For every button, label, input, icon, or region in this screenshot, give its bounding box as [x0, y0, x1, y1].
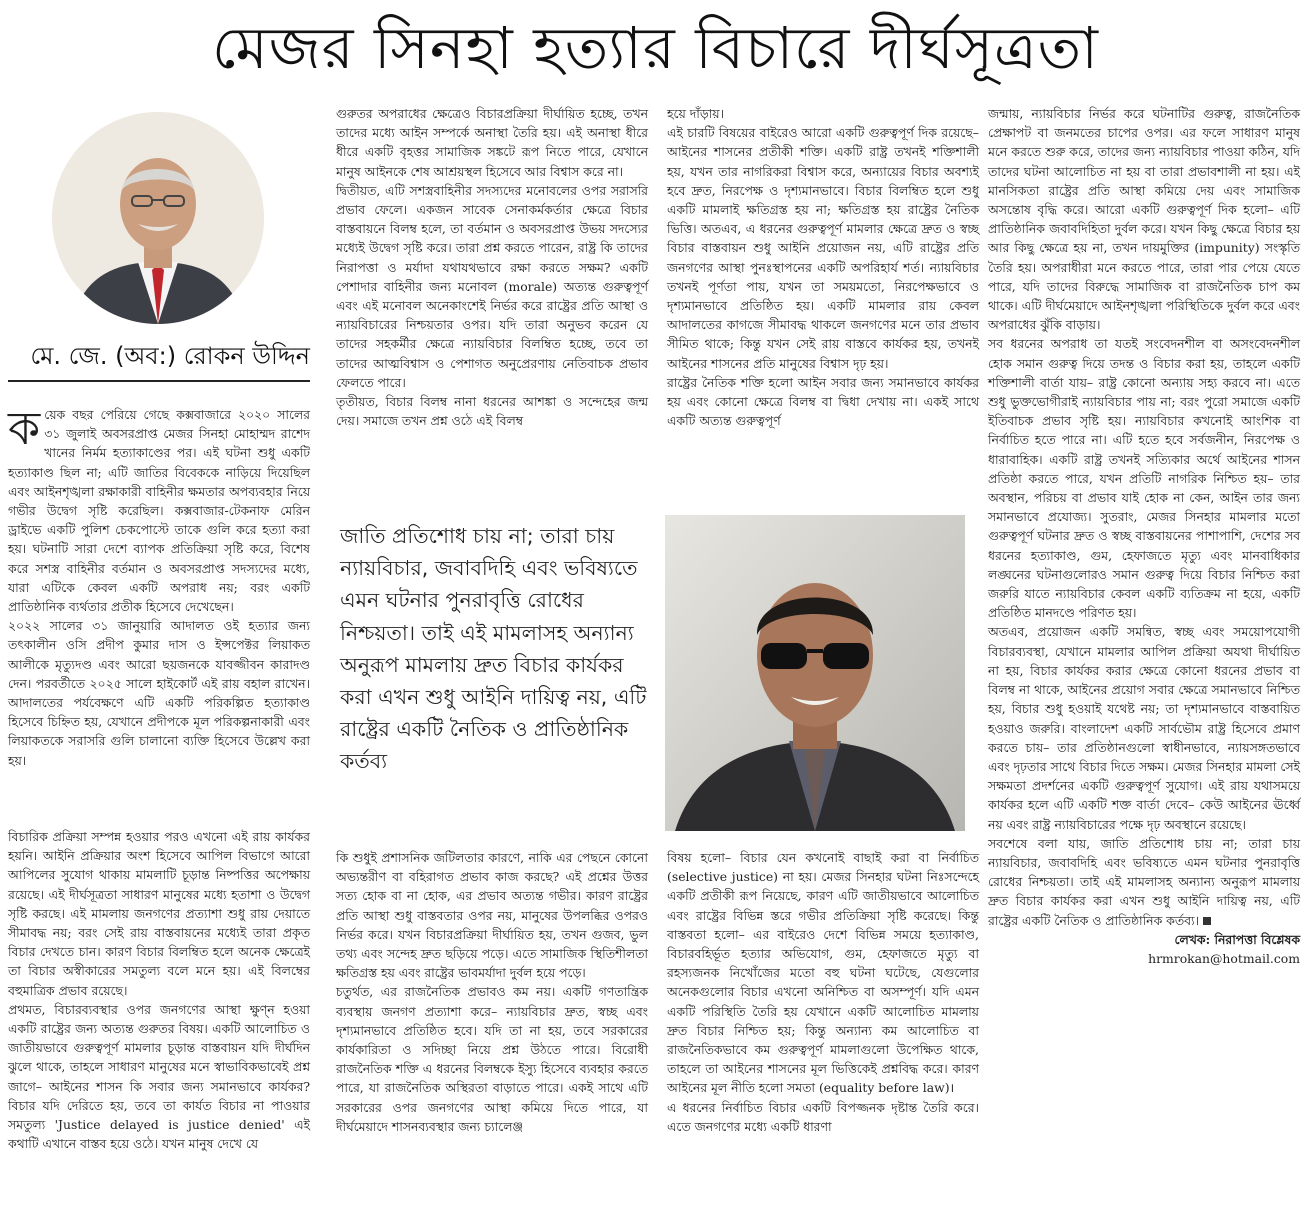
- paragraph: জন্মায়, ন্যায়বিচার নির্ভর করে ঘটনাটির গুরুত্ব, রাজনৈতিক প্রেক্ষাপট বা জনমতের চাপের ওপর। এর ফলে সাধারণ মানুষ মনে করতে শুরু করে, তাদের জন্য ন্যায়বিচার পাওয়া কঠিন, যদি তাদের ঘটনা আলোচিত না হয় বা তারা প্রভাবশালী না হয়। এই মানসিকতা রাষ্ট্রের প্রতি আস্থা কমিয়ে দেয় এবং সামাজিক অসন্তোষ বৃদ্ধি করে। আরো একটি গুরুত্বপূর্ণ দিক হলো– এটি প্রাতিষ্ঠানিক জবাবদিহিতা দুর্বল করে। যখন কিছু ক্ষেত্রে বিচার হয় আর কিছু ক্ষেত্রে হয় না, তখন দায়মুক্তির (impunity) সংস্কৃতি তৈরি হয়। অপরাধীরা মনে করতে পারে, তারা পার পেয়ে যেতে পারে, যদি তাদের বিরুদ্ধে সামাজিক বা রাজনৈতিক চাপ কম থাকে। এটি দীর্ঘমেয়াদে আইনশৃঙ্খলা পরিস্থিতিকে দুর্বল করে এবং অপরাধের ঝুঁকি বাড়ায়।: [988, 106, 1300, 333]
- column-3-bottom: [667, 848, 979, 1136]
- paragraph: প্রথমত, বিচারব্যবস্থার ওপর জনগণের আস্থা ক্ষুণ্ন হওয়া একটি রাষ্ট্রের জন্য অত্যন্ত গুরুতর বিষয়। একটি আলোচিত ও জাতীয়ভাবে গুরুত্বপূর্ণ মামলার চূড়ান্ত বাস্তবায়ন যদি দীর্ঘদিন ঝুলে থাকে, তাহলে সাধারণ মানুষের মনে স্বাভাবিকভাবেই প্রশ্ন জাগে– আইনের শাসন কি সবার জন্য সমানভাবে কার্যকর? বিচার যদি দেরিতে হয়, তবে তা কার্যত বিচার না পাওয়ার সমতুল্য 'Justice delayed is justice denied' এই কথাটি এখানে বাস্তব হয়ে ওঠে। যখন মানুষ দেখে যে: [8, 1001, 310, 1152]
- paragraph: বিচারিক প্রক্রিয়া সম্পন্ন হওয়ার পরও এখনো এই রায় কার্যকর হয়নি। আইনি প্রক্রিয়ার অংশ হিসেবে আপিল বিভাগে আরো আপিলের সুযোগ থাকায় মামলাটি চূড়ান্ত নিষ্পত্তির অপেক্ষায় রয়েছে। এই দীর্ঘসূত্রতা সাধারণ মানুষের মধ্যে হতাশা ও উদ্বেগ সৃষ্টি করছে। এই মামলায় জনগণের প্রত্যাশা শুধু রায় দেয়াতে সীমাবদ্ধ নয়; বরং সেই রায় বাস্তবায়নের মধ্যেই তারা প্রকৃত বিচার দেখতে চান। কারণ বিচার বিলম্বিত হলে অনেক ক্ষেত্রেই তা বিচার অস্বীকারের সমতুল্য বলে মনে হয়। এই বিলম্বের বহুমাত্রিক প্রভাব রয়েছে।: [8, 829, 310, 998]
- paragraph: কয়েক বছর পেরিয়ে গেছে কক্সবাজারে ২০২০ সালের ৩১ জুলাই অবসরপ্রাপ্ত মেজর সিনহা মোহাম্মদ রাশেদ খানের নির্মম হত্যাকাণ্ডের পর। এই ঘটনা শুধু একটি হত্যাকাণ্ড ছিল না; এটি জাতির বিবেককে নাড়িয়ে দিয়েছিল এবং আইনশৃঙ্খলা রক্ষাকারী বাহিনীর ক্ষমতার অপব্যবহার নিয়ে গভীর উদ্বেগ সৃষ্টি করেছিল। কক্সবাজার-টেকনাফ মেরিন ড্রাইভে একটি পুলিশ চেকপোস্টে তাকে গুলি করে হত্যা করা হয়। ঘটনাটি সারা দেশে ব্যাপক প্রতিক্রিয়া সৃষ্টি করে, বিশেষ করে সশস্ত্র বাহিনীর বর্তমান ও অবসরপ্রাপ্ত সদস্যদের মধ্যে, যারা এটিকে কেবল একটি অপরাধ নয়; বরং একটি প্রাতিষ্ঠানিক ব্যর্থতার প্রতীক হিসেবে দেখেছেন।: [8, 401, 310, 615]
- column-2-top: [336, 104, 648, 430]
- author-email[interactable]: hrmrokan@hotmail.com: [1148, 950, 1300, 966]
- byline-divider: [8, 380, 310, 382]
- column-3-top: [667, 104, 979, 430]
- victim-photo: [665, 515, 965, 831]
- paragraph: চতুর্থত, এর রাজনৈতিক প্রভাবও কম নয়। একটি গণতান্ত্রিক ব্যবস্থায় জনগণ প্রত্যাশা করে– ন্যায়বিচার দ্রুত, স্বচ্ছ এবং দৃশ্যমানভাবে প্রতিষ্ঠিত হবে। যদি তা না হয়, তবে সরকারের কার্যকারিতা ও সদিচ্ছা নিয়ে প্রশ্ন উঠতে পারে। বিরোধী রাজনৈতিক শক্তি এ ধরনের বিলম্বকে ইস্যু হিসেবে ব্যবহার করতে পারে, যা রাজনৈতিক অস্থিরতা বাড়াতে পারে। একই সাথে এটি সরকারের ওপর জনগণের আস্থা কমিয়ে দিতে পারে, যা দীর্ঘমেয়াদে শাসনব্যবস্থার জন্য চ্যালেঞ্জ: [336, 984, 648, 1134]
- pull-quote: জাতি প্রতিশোধ চায় না; তারা চায় ন্যায়বিচার, জবাবদিহি এবং ভবিষ্যতে এমন ঘটনার পুনরাবৃত্তি রোধের নিশ্চয়তা। তাই এই মামলাসহ অন্যান্য অনুরূপ মামলায় দ্রুত বিচার কার্যকর করা এখন শুধু আইনি দায়িত্ব নয়, এটি রাষ্ট্রের একটি নৈতিক ও প্রাতিষ্ঠানিক কর্তব্য: [340, 524, 647, 774]
- paragraph: গুরুতর অপরাধের ক্ষেত্রেও বিচারপ্রক্রিয়া দীর্ঘায়িত হচ্ছে, তখন তাদের মধ্যে আইন সম্পর্কে অনাস্থা তৈরি হয়। এই অনাস্থা ধীরে ধীরে একটি বৃহত্তর সামাজিক সঙ্কটে রূপ নিতে পারে, যেখানে মানুষ আইনকে শেষ আশ্রয়স্থল হিসেবে আর বিশ্বাস করে না।: [336, 106, 648, 179]
- paragraph: তৃতীয়ত, বিচার বিলম্ব নানা ধরনের আশঙ্কা ও সন্দেহের জন্ম দেয়। সমাজে তখন প্রশ্ন ওঠে এই বিলম্ব: [336, 394, 648, 429]
- paragraph: কি শুধুই প্রশাসনিক জটিলতার কারণে, নাকি এর পেছনে কোনো অভ্যন্তরীণ বা বহিরাগত প্রভাব কাজ করছে? এই প্রশ্নের উত্তর সত্য হোক বা না হোক, এর প্রভাব অত্যন্ত গভীর। কারণ রাষ্ট্রের প্রতি আস্থা শুধু বাস্তবতার ওপর নয়, মানুষের উপলব্ধির ওপরও নির্ভর করে। যখন বিচারপ্রক্রিয়া দীর্ঘায়িত হয়, তখন গুজব, ভুল তথ্য এবং সন্দেহ দ্রুত ছড়িয়ে পড়ে। এতে সামাজিক স্থিতিশীলতা ক্ষতিগ্রস্ত হয় এবং রাষ্ট্রের ভাবমর্যাদা দুর্বল হয়ে পড়ে।: [336, 850, 648, 981]
- paragraph: হয়ে দাঁড়ায়।: [667, 106, 724, 121]
- paragraph: রাষ্ট্রের নৈতিক শক্তি হলো আইন সবার জন্য সমানভাবে কার্যকর হয় এবং কোনো ক্ষেত্রে বিলম্ব বা দ্বিধা দেখায় না। একই সাথে একটি অত্যন্ত গুরুত্বপূর্ণ: [667, 374, 979, 429]
- author-photo: [52, 112, 264, 324]
- paragraph: ২০২২ সালের ৩১ জানুয়ারি আদালত ওই হত্যার জন্য তৎকালীন ওসি প্রদীপ কুমার দাস ও ইন্সপেক্টর লিয়াকত আলীকে মৃত্যুদণ্ড এবং আরো ছয়জনকে যাবজ্জীবন কারাদণ্ড দেন। পরবর্তীতে ২০২৫ সালে হাইকোর্ট এই রায় বহাল রাখেন। আদালতের পর্যবেক্ষণে এটি একটি পরিকল্পিত হত্যাকাণ্ড হিসেবে চিহ্নিত হয়, যেখানে প্রদীপকে মূল পরিকল্পনাকারী এবং লিয়াকতকে সরাসরি গুলি চালানো ব্যক্তি হিসেবে উল্লেখ করা হয়।: [8, 618, 310, 768]
- paragraph: দ্বিতীয়ত, এটি সশস্ত্রবাহিনীর সদস্যদের মনোবলের ওপর সরাসরি প্রভাব ফেলে। একজন সাবেক সেনাকর্মকর্তার ক্ষেত্রে বিচার বাস্তবায়নে বিলম্ব হলে, তা বর্তমান ও অবসরপ্রাপ্ত উভয় সদস্যের মধ্যেই উদ্বেগ সৃষ্টি করে। তারা প্রশ্ন করতে পারেন, রাষ্ট্র কি তাদের নিরাপত্তা ও মর্যাদা যথাযথভাবে রক্ষা করতে সক্ষম? একটি পেশাদার বাহিনীর জন্য মনোবল (morale) অত্যন্ত গুরুত্বপূর্ণ এবং এই মনোবল অনেকাংশেই নির্ভর করে রাষ্ট্রের প্রতি আস্থা ও ন্যায়বিচারের নিশ্চয়তার ওপর। যদি তারা অনুভব করেন যে তাদের সহকর্মীর ক্ষেত্রে ন্যায়বিচার বিলম্বিত হচ্ছে, তবে তা তাদের আত্মবিশ্বাস ও পেশাগত অনুপ্রেরণায় নেতিবাচক প্রভাব ফেলতে পারে।: [336, 182, 648, 390]
- paragraph: বিষয় হলো– বিচার যেন কখনোই বাছাই করা বা নির্বাচিত (selective justice) না হয়। মেজর সিনহার ঘটনা নিঃসন্দেহে একটি প্রতীকী রূপ নিয়েছে, কারণ এটি জাতীয়ভাবে আলোচিত এবং রাষ্ট্রের বিভিন্ন স্তরে গভীর প্রতিক্রিয়া সৃষ্টি করেছে। কিন্তু বাস্তবতা হলো– এর বাইরেও দেশে বিভিন্ন সময়ে হত্যাকাণ্ড, বিচারবহির্ভূত হত্যার অভিযোগ, গুম, হেফাজতে মৃত্যু বা রহস্যজনক নিখোঁজের মতো বহু ঘটনা ঘটেছে, যেগুলোর অনেকগুলোর বিচার এখনো অনিশ্চিত বা অসম্পূর্ণ। যদি এমন একটি পরিস্থিতি তৈরি হয় যেখানে একটি আলোচিত মামলায় দ্রুত বিচার নিশ্চিত হয়; কিন্তু অন্যান্য কম আলোচিত বা রাজনৈতিকভাবে কম গুরুত্বপূর্ণ মামলাগুলো উপেক্ষিত থাকে, তাহলে তা আইনের শাসনের মূল ভিত্তিকেই প্রশ্নবিদ্ধ করে। কারণ আইনের মূল নীতি হলো সমতা (equality before law)।: [667, 850, 979, 1096]
- paragraph: এ ধরনের নির্বাচিত বিচার একটি বিপজ্জনক দৃষ্টান্ত তৈরি করে। এতে জনগণের মধ্যে একটি ধারণা: [667, 1099, 979, 1134]
- victim-portrait-icon: [665, 515, 965, 831]
- paragraph: সব ধরনের অপরাধ তা যতই সংবেদনশীল বা অসংবেদনশীল হোক সমান গুরুত্ব দিয়ে তদন্ত ও বিচার করা হয়, তাহলে একটি শক্তিশালী বার্তা যায়– রাষ্ট্র কোনো অন্যায় সহ্য করবে না। এতে শুধু ভুক্তভোগীরাই ন্যায়বিচার পায় না; বরং পুরো সমাজে একটি ইতিবাচক প্রভাব সৃষ্টি হয়। ন্যায়বিচার কখনোই আংশিক বা নির্বাচিত হতে পারে না। এটি হতে হবে সর্বজনীন, নিরপেক্ষ ও ধারাবাহিক। একটি রাষ্ট্র তখনই সত্যিকার অর্থে আইনের শাসন প্রতিষ্ঠা করতে পারে, যখন প্রতিটি নাগরিক নিশ্চিত হয়– তার অবস্থান, পরিচয় বা প্রভাব যাই হোক না কেন, আইন তার জন্য সমানভাবে প্রযোজ্য। সুতরাং, মেজর সিনহার মামলার মতো গুরুত্বপূর্ণ ঘটনার দ্রুত ও স্বচ্ছ বাস্তবায়নের পাশাপাশি, দেশের সব ধরনের হত্যাকাণ্ড, গুম, হেফাজতে মৃত্যু এবং মানবাধিকার লঙ্ঘনের ঘটনাগুলোরও সমান গুরুত্ব দিয়ে বিচার নিশ্চিত করা জরুরি যাতে ন্যায়বিচার কেবল একটি ব্যতিক্রম না হয়ে, একটি প্রতিষ্ঠিত মানদণ্ডে পরিণত হয়।: [988, 336, 1300, 621]
- author-byline: মে. জে. (অব:) রোকন উদ্দিন: [30, 342, 310, 370]
- author-signature: লেখক: নিরাপত্তা বিশ্লেষক: [1174, 931, 1300, 947]
- headline: মেজর সিনহা হত্যার বিচারে দীর্ঘসূত্রতা: [212, 14, 1099, 82]
- column-1-bottom: [8, 827, 310, 1153]
- paragraph: এই চারটি বিষয়ের বাইরেও আরো একটি গুরুত্বপূর্ণ দিক রয়েছে– আইনের শাসনের প্রতীকী শক্তি। একটি রাষ্ট্র তখনই শক্তিশালী হয়, যখন তার নাগরিকরা বিশ্বাস করে, অন্যায়ের বিচার অবশ্যই হবে দ্রুত, নিরপেক্ষ ও দৃশ্যমানভাবে। বিচার বিলম্বিত হলে শুধু একটি মামলাই ক্ষতিগ্রস্ত হয় না; ক্ষতিগ্রস্ত হয় রাষ্ট্রের নৈতিক ভিত্তি। অতএব, এ ধরনের গুরুত্বপূর্ণ মামলার ক্ষেত্রে দ্রুত ও স্বচ্ছ বিচার বাস্তবায়ন শুধু আইনি প্রয়োজন নয়, এটি রাষ্ট্রের প্রতি জনগণের আস্থা পুনঃস্থাপনের একটি অপরিহার্য শর্ত। ন্যায়বিচার তখনই পূর্ণতা পায়, যখন তা সময়মতো, নিরপেক্ষভাবে ও দৃশ্যমানভাবে প্রতিষ্ঠিত হয়। একটি মামলার রায় কেবল আদালতের কাগজে সীমাবদ্ধ থাকলে জনগণের মনে তার প্রভাব সীমিত থাকে; কিন্তু যখন সেই রায় বাস্তবে কার্যকর হয়, তখনই আইনের শাসনের প্রতি মানুষের বিশ্বাস দৃঢ় হয়।: [667, 125, 979, 371]
- paragraph: অতএব, প্রয়োজন একটি সমন্বিত, স্বচ্ছ এবং সময়োপযোগী বিচারব্যবস্থা, যেখানে মামলার আপিল প্রক্রিয়া অযথা দীর্ঘায়িত না হয়, বিচার কার্যকর করার ক্ষেত্রে কোনো ধরনের প্রভাব বা বিলম্ব না থাকে, আইনের প্রয়োগ সবার ক্ষেত্রে সমানভাবে নিশ্চিত হয়, বিচার শুধু হওয়াই যথেষ্ট নয়; তা দৃশ্যমানভাবে বাস্তবায়িত হওয়াও জরুরি। বাংলাদেশ একটি সার্বভৌম রাষ্ট্র হিসেবে প্রমাণ করতে চায়– তার প্রতিষ্ঠানগুলো স্বাধীনভাবে, ন্যায়সঙ্গতভাবে এবং দৃঢ়তার সাথে বিচার দিতে সক্ষম। মেজর সিনহার মামলা সেই সক্ষমতা প্রদর্শনের একটি গুরুত্বপূর্ণ সুযোগ। এই রায় যথাসময়ে কার্যকর হলে এটি একটি শক্ত বার্তা দেবে– কেউ আইনের ঊর্ধ্বে নয় এবং রাষ্ট্র ন্যায়বিচারের পক্ষে দৃঢ় অবস্থানে রয়েছে।: [988, 624, 1300, 832]
- paragraph: সবশেষে বলা যায়, জাতি প্রতিশোধ চায় না; তারা চায় ন্যায়বিচার, জবাবদিহি এবং ভবিষ্যতে এমন ঘটনার পুনরাবৃত্তি রোধের নিশ্চয়তা। তাই এই মামলাসহ অন্যান্য অনুরূপ মামলায় দ্রুত বিচার কার্যকর করা এখন শুধু আইনি দায়িত্ব নয়, এটি রাষ্ট্রের একটি নৈতিক ও প্রাতিষ্ঠানিক কর্তব্য।: [988, 835, 1300, 928]
- dropcap: ক: [8, 401, 41, 455]
- column-4: [988, 104, 1300, 968]
- column-1-top: [8, 401, 310, 770]
- end-mark-icon: [1203, 917, 1211, 925]
- author-portrait-icon: [52, 112, 264, 324]
- column-2-bottom: [336, 848, 648, 1136]
